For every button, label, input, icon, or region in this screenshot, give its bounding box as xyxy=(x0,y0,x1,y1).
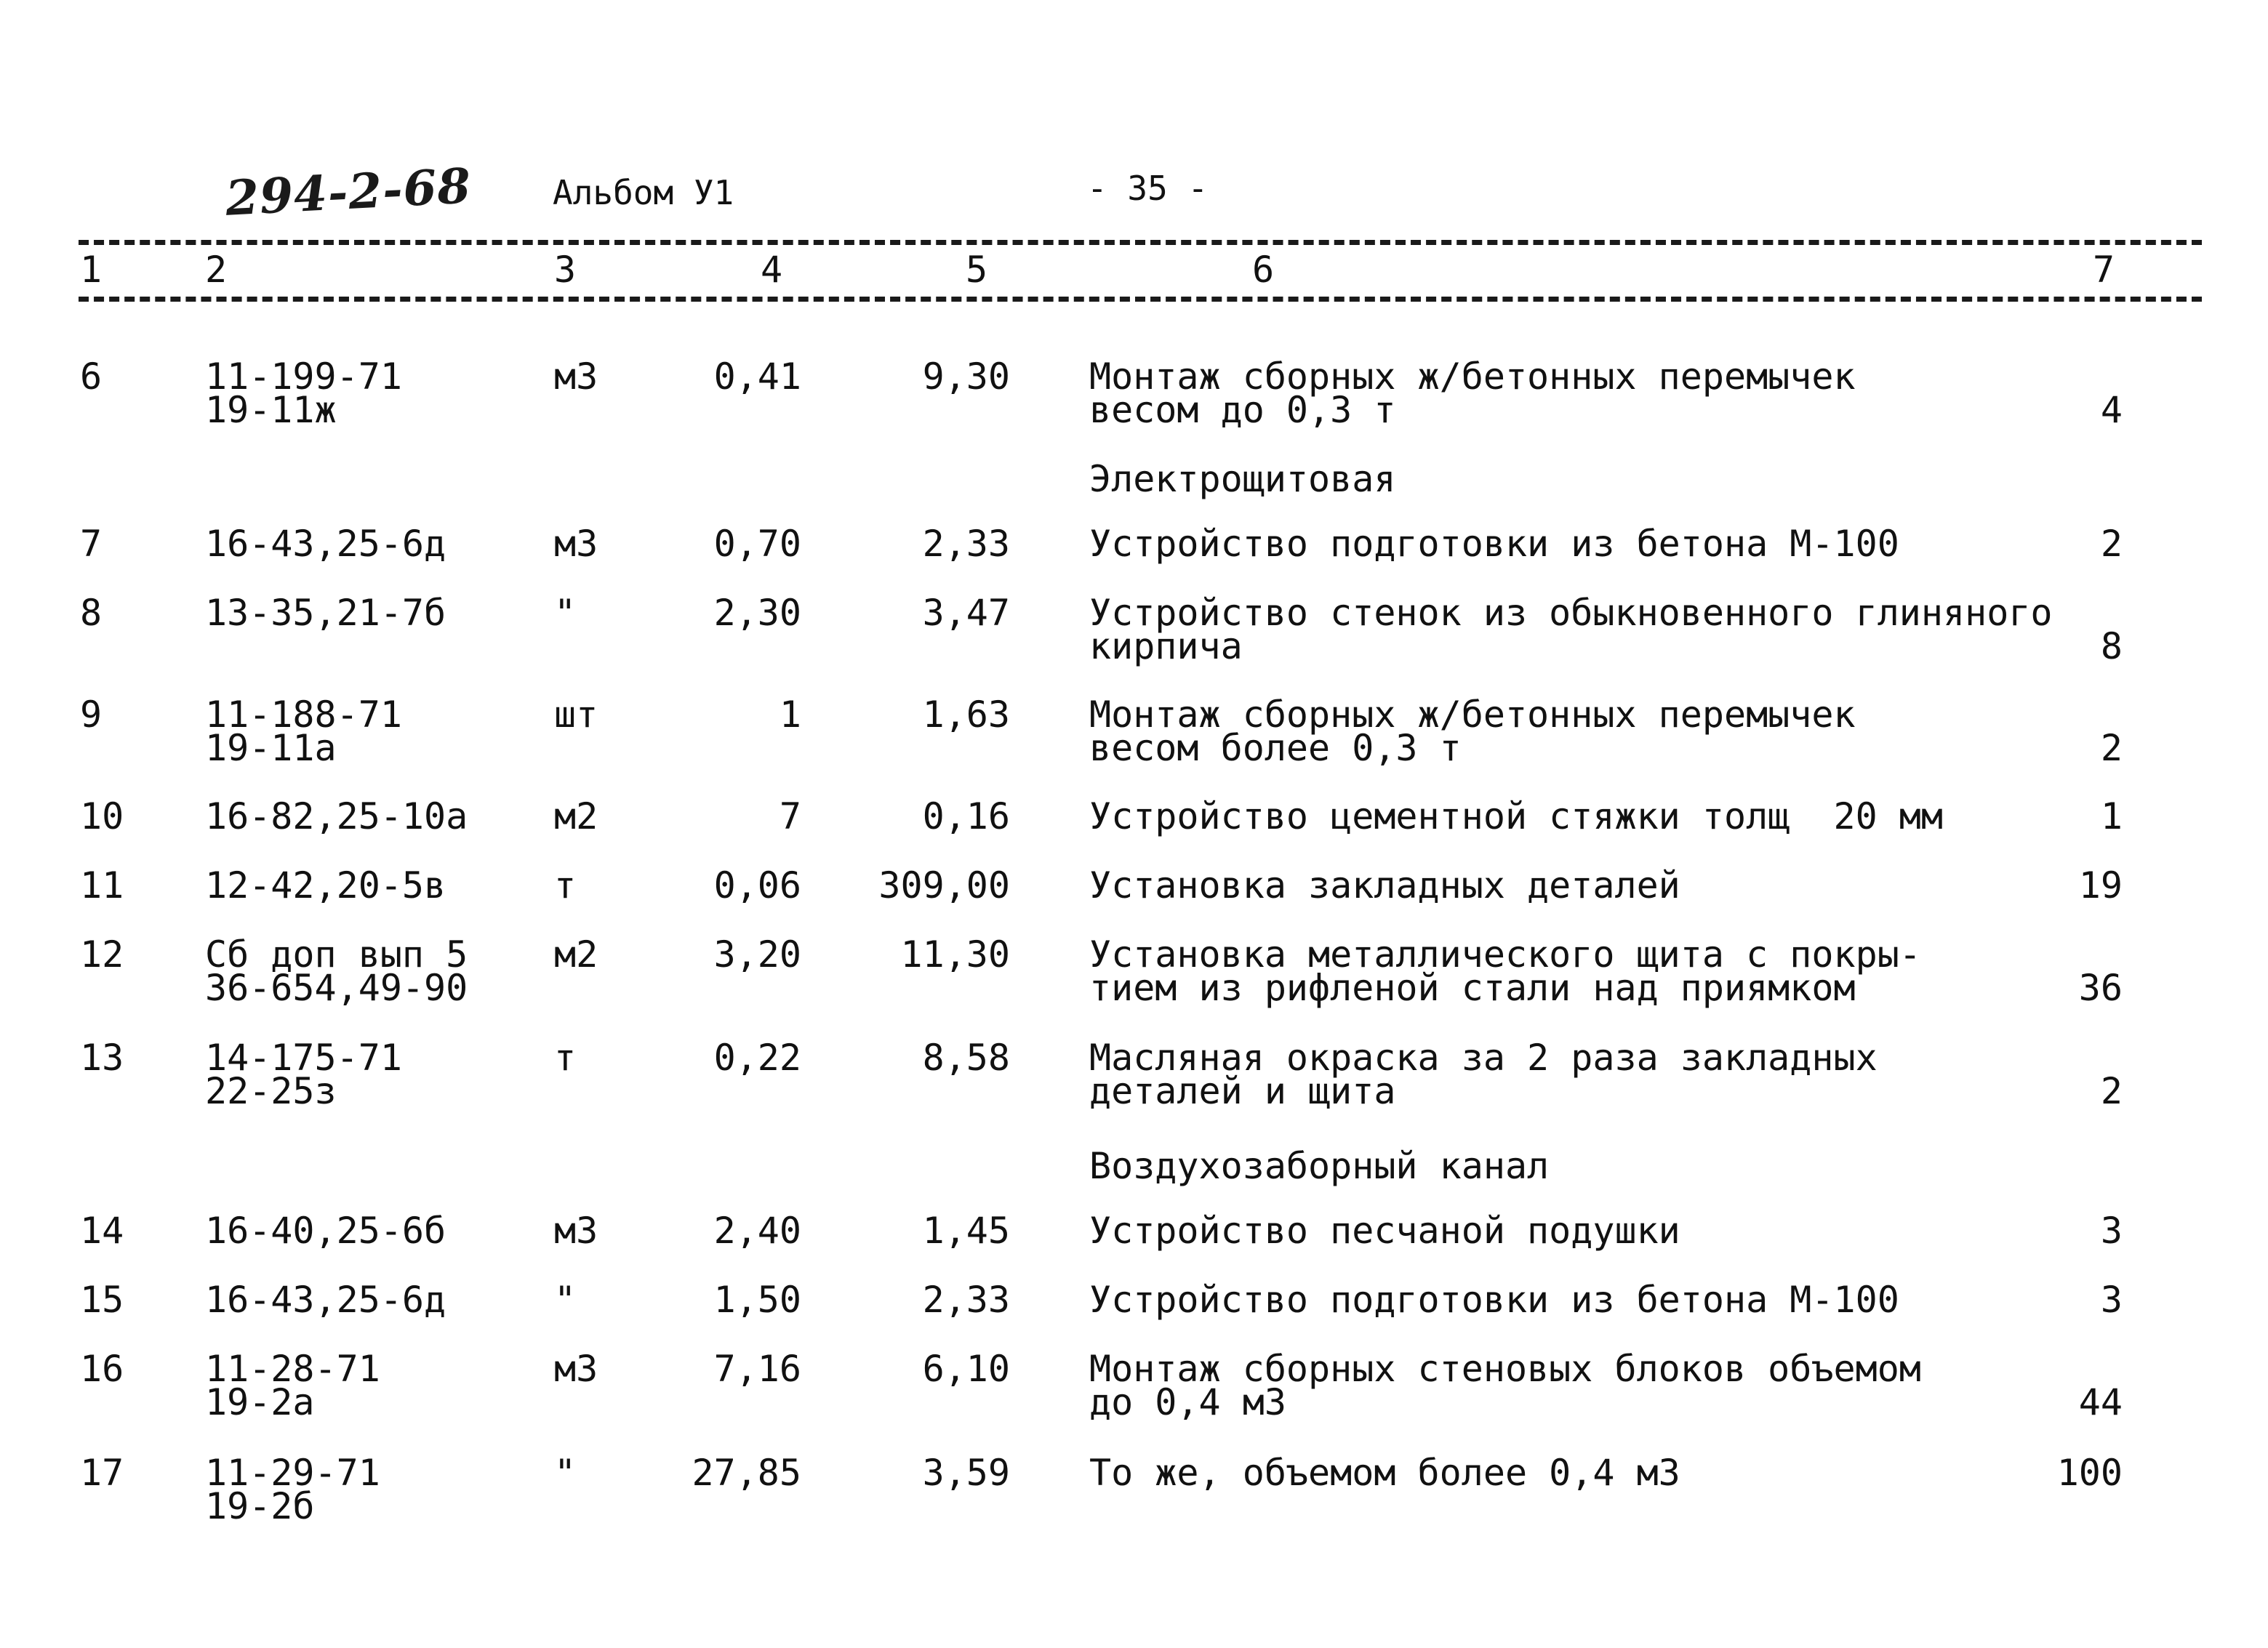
unit: " xyxy=(554,592,577,634)
column-number-5: 5 xyxy=(966,249,988,291)
estimate-code: 13-35,21-7б xyxy=(205,592,446,634)
unit: м3 xyxy=(554,523,598,565)
unit-price: 11,30 xyxy=(900,933,1010,976)
estimate-code: 16-82,25-10а xyxy=(205,795,468,837)
total-cost: 8 xyxy=(2100,625,2123,667)
table-row xyxy=(0,1452,2268,1565)
work-description: Устройство стенок из обыкновенного глиняного кирпича xyxy=(1089,592,2053,667)
total-cost: 2 xyxy=(2100,523,2123,565)
unit: т xyxy=(554,1037,577,1079)
unit-price: 6,10 xyxy=(922,1348,1010,1390)
table-row xyxy=(0,694,2268,807)
row-number: 9 xyxy=(80,694,103,736)
unit-price: 1,45 xyxy=(922,1210,1010,1252)
total-cost: 1 xyxy=(2100,795,2123,837)
work-description: Монтаж сборных ж/бетонных перемычек весом более 0,3 т xyxy=(1089,694,1856,769)
unit: " xyxy=(554,1452,577,1494)
estimate-code: 11-28-71 19-2а xyxy=(205,1348,380,1423)
work-description: Устройство подготовки из бетона М-100 xyxy=(1089,523,1899,565)
album-label: Альбом У1 xyxy=(553,173,734,212)
estimate-code: 11-29-71 19-2б xyxy=(205,1452,380,1527)
work-description: Монтаж сборных стеновых блоков объемом до 0,4 м3 xyxy=(1089,1348,1921,1423)
row-number: 16 xyxy=(80,1348,124,1390)
total-cost: 3 xyxy=(2100,1210,2123,1252)
work-description: Установка закладных деталей xyxy=(1089,864,1680,907)
unit: м3 xyxy=(554,1348,598,1390)
column-number-4: 4 xyxy=(761,249,783,291)
total-cost: 3 xyxy=(2100,1279,2123,1321)
unit: м3 xyxy=(554,1210,598,1252)
row-number: 17 xyxy=(80,1452,124,1494)
unit-price: 2,33 xyxy=(922,1279,1010,1321)
unit-price: 0,16 xyxy=(922,795,1010,837)
row-number: 15 xyxy=(80,1279,124,1321)
estimate-code: 11-188-71 19-11а xyxy=(205,694,402,769)
work-description: Установка металлического щита с покры- тием из рифленой стали над приямком xyxy=(1089,933,1921,1009)
estimate-code: 16-40,25-6б xyxy=(205,1210,446,1252)
estimate-code: 12-42,20-5в xyxy=(205,864,446,907)
work-description: То же, объемом более 0,4 м3 xyxy=(1089,1452,1680,1494)
row-number: 7 xyxy=(80,523,103,565)
table-row xyxy=(0,355,2268,469)
column-number-3: 3 xyxy=(554,249,577,291)
row-number: 8 xyxy=(80,592,103,634)
unit: м2 xyxy=(554,933,598,976)
row-number: 14 xyxy=(80,1210,124,1252)
unit-price: 9,30 xyxy=(922,355,1010,398)
work-description: Монтаж сборных ж/бетонных перемычек весом до 0,3 т xyxy=(1089,355,1856,431)
quantity: 2,30 xyxy=(713,592,801,634)
total-cost: 19 xyxy=(2078,864,2123,907)
row-number: 13 xyxy=(80,1037,124,1079)
unit: м2 xyxy=(554,795,598,837)
estimate-code: 16-43,25-6д xyxy=(205,523,446,565)
unit: т xyxy=(554,864,577,907)
work-description: Устройство цементной стяжки толщ 20 мм xyxy=(1089,795,1943,837)
work-description: Масляная окраска за 2 раза закладных деталей и щита xyxy=(1089,1037,1878,1112)
total-cost: 2 xyxy=(2100,727,2123,769)
total-cost: 36 xyxy=(2078,967,2123,1009)
table-row xyxy=(0,1348,2268,1461)
unit-price: 8,58 xyxy=(922,1037,1010,1079)
header-rule-top xyxy=(79,240,2202,245)
section-heading-air-channel: Воздухозаборный канал xyxy=(1089,1145,1550,1187)
total-cost: 44 xyxy=(2078,1381,2123,1423)
column-number-6: 6 xyxy=(1252,249,1275,291)
estimate-code: 11-199-71 19-11ж xyxy=(205,355,402,431)
unit-price: 3,47 xyxy=(922,592,1010,634)
quantity: 0,22 xyxy=(713,1037,801,1079)
work-description: Устройство песчаной подушки xyxy=(1089,1210,1680,1252)
doc-code-handwritten: 294-2-68 xyxy=(224,157,473,227)
quantity: 3,20 xyxy=(713,933,801,976)
section-heading-electro: Электрощитовая xyxy=(1089,458,1396,500)
unit-price: 309,00 xyxy=(878,864,1010,907)
work-description: Устройство подготовки из бетона М-100 xyxy=(1089,1279,1899,1321)
column-number-2: 2 xyxy=(205,249,228,291)
quantity: 1,50 xyxy=(713,1279,801,1321)
quantity: 2,40 xyxy=(713,1210,801,1252)
row-number: 10 xyxy=(80,795,124,837)
unit: м3 xyxy=(554,355,598,398)
row-number: 11 xyxy=(80,864,124,907)
column-number-1: 1 xyxy=(80,249,103,291)
table-row xyxy=(0,933,2268,1047)
estimate-code: Сб доп вып 5 36-654,49-90 xyxy=(205,933,468,1009)
total-cost: 4 xyxy=(2100,389,2123,431)
unit-price: 1,63 xyxy=(922,694,1010,736)
header-rule-bottom xyxy=(79,297,2202,302)
quantity: 27,85 xyxy=(692,1452,801,1494)
page-number: - 35 - xyxy=(1087,169,1209,208)
quantity: 7 xyxy=(779,795,801,837)
unit-price: 3,59 xyxy=(922,1452,1010,1494)
quantity: 1 xyxy=(779,694,801,736)
total-cost: 2 xyxy=(2100,1070,2123,1112)
estimate-code: 16-43,25-6д xyxy=(205,1279,446,1321)
row-number: 12 xyxy=(80,933,124,976)
row-number: 6 xyxy=(80,355,103,398)
total-cost: 100 xyxy=(2056,1452,2123,1494)
estimate-code: 14-175-71 22-25з xyxy=(205,1037,402,1112)
quantity: 0,06 xyxy=(713,864,801,907)
unit: шт xyxy=(554,694,598,736)
column-number-7: 7 xyxy=(2093,249,2115,291)
unit: " xyxy=(554,1279,577,1321)
quantity: 7,16 xyxy=(713,1348,801,1390)
table-row xyxy=(0,592,2268,705)
quantity: 0,70 xyxy=(713,523,801,565)
quantity: 0,41 xyxy=(713,355,801,398)
unit-price: 2,33 xyxy=(922,523,1010,565)
table-row xyxy=(0,1037,2268,1150)
